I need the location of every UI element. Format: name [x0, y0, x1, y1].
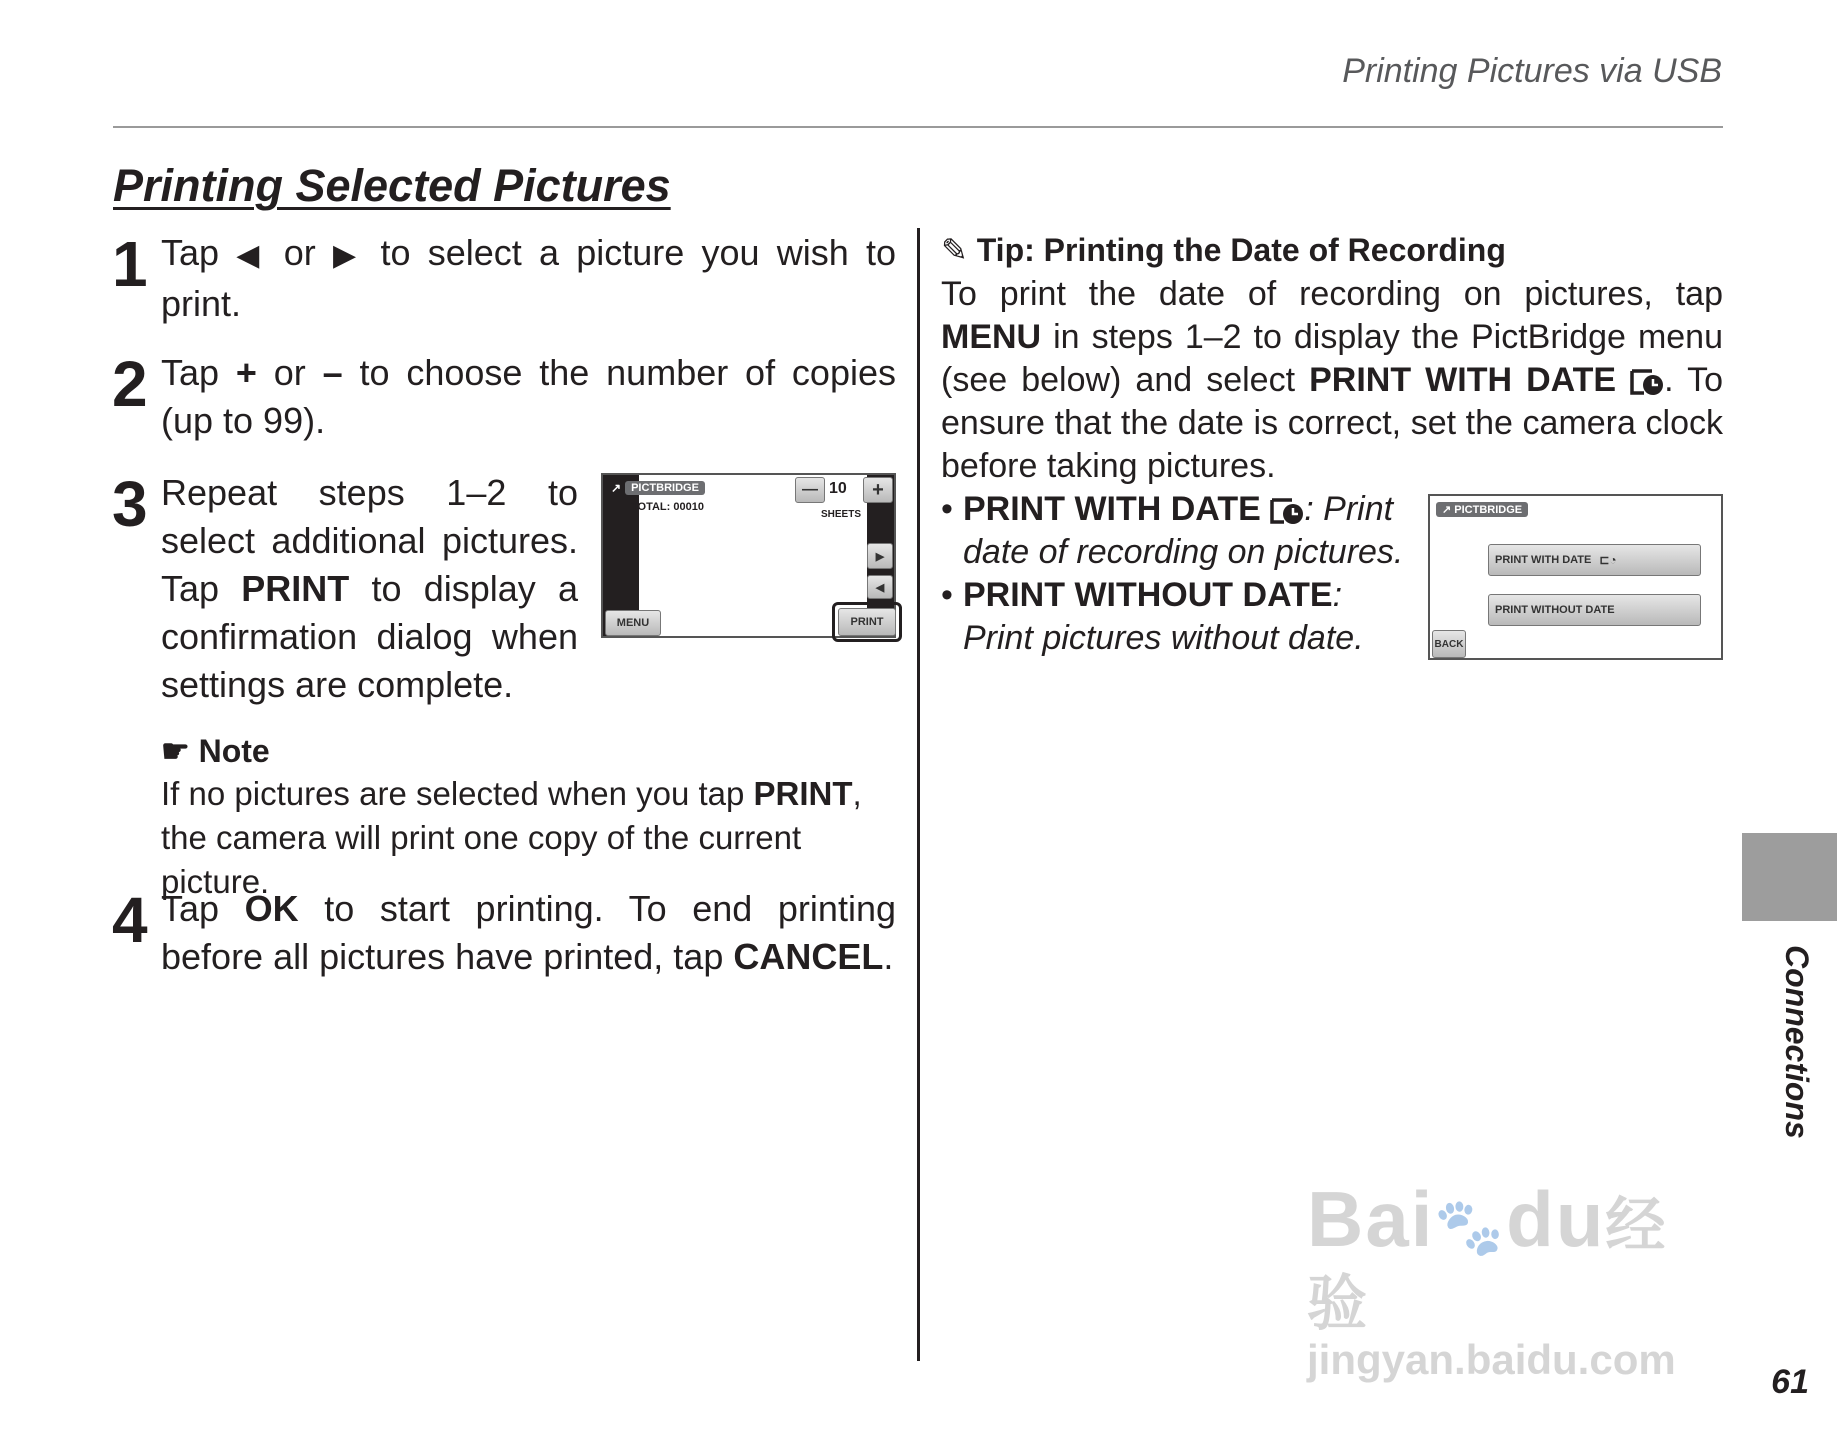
- bullet-keyword: PRINT WITHOUT DATE: [963, 576, 1333, 614]
- pictbridge-label-text: PICTBRIDGE: [1454, 504, 1523, 516]
- step-3-part1: Repeat steps 1–2 to select additional pictures. Tap: [161, 472, 578, 609]
- step-2-or: or: [273, 352, 306, 393]
- note-heading-text: Note: [198, 733, 270, 769]
- header-rule: [113, 126, 1723, 128]
- note-part2: , the camera will print one copy of the current picture.: [161, 775, 862, 900]
- watermark-url: jingyan.baidu.com: [1307, 1336, 1676, 1383]
- step-1-rest: to select a picture you wish to print.: [161, 232, 896, 324]
- decrement-button[interactable]: —: [795, 477, 825, 503]
- tip-heading-text: Tip: Printing the Date of Recording: [976, 232, 1506, 268]
- tip-part1: To print the date of recording on pictures, tap: [941, 275, 1723, 313]
- step-4-ok-keyword: OK: [244, 888, 299, 929]
- total-count: TOTAL: 00010: [631, 501, 704, 513]
- print-with-date-option[interactable]: [1488, 544, 1701, 576]
- menu-button[interactable]: MENU: [605, 610, 661, 636]
- note-print-keyword: PRINT: [753, 775, 853, 812]
- pictbridge-badge: [1436, 502, 1528, 517]
- pictbridge-label: PICTBRIDGE: [625, 481, 705, 495]
- step-3-print-keyword: PRINT: [241, 568, 350, 609]
- step-2-tap: Tap: [161, 352, 220, 393]
- print-button[interactable]: PRINT: [838, 608, 896, 636]
- pointing-hand-icon: ☛: [161, 733, 190, 769]
- paw-icon: 🐾: [1434, 1195, 1507, 1258]
- step-4-cancel-keyword: CANCEL: [733, 936, 884, 977]
- step-4-period: .: [883, 936, 894, 977]
- watermark-bai: Bai: [1307, 1175, 1435, 1263]
- section-title: Printing Selected Pictures: [113, 160, 671, 211]
- increment-button[interactable]: +: [863, 477, 893, 503]
- baidu-watermark: [1307, 1175, 1727, 1383]
- pictbridge-logo-icon: ↗: [611, 481, 622, 495]
- step-number-4: 4: [112, 884, 148, 956]
- step-4-part2: to start printing. To end printing before all pictures have printed, tap: [161, 888, 896, 977]
- step-4-text: [161, 885, 896, 981]
- step-2-text: [161, 349, 896, 445]
- tip-print-with-date-keyword: PRINT WITH DATE: [1309, 361, 1617, 399]
- watermark-du: du: [1506, 1175, 1606, 1263]
- note-part1: If no pictures are selected when you tap: [161, 775, 745, 812]
- pictbridge-badge: [611, 481, 705, 495]
- note-heading: [161, 732, 270, 770]
- play-left-icon: ◀: [875, 581, 885, 594]
- step-number-2: 2: [112, 348, 148, 420]
- sheets-label: SHEETS: [821, 509, 862, 520]
- plus-symbol: +: [235, 352, 257, 393]
- step-3-text: [161, 469, 578, 709]
- step-4-tap: Tap: [161, 888, 220, 929]
- column-divider: [917, 228, 920, 1361]
- next-picture-button[interactable]: [867, 543, 893, 569]
- pictbridge-print-screen: [601, 473, 896, 638]
- step-1-text: [161, 229, 896, 328]
- tip-body: [941, 273, 1723, 488]
- previous-picture-button[interactable]: [867, 575, 893, 599]
- bullet-description: : Print pictures without date.: [963, 576, 1364, 657]
- bullet-description: : Print date of recording on pictures.: [963, 490, 1404, 571]
- back-button[interactable]: BACK: [1432, 630, 1466, 658]
- clock-icon: [1630, 368, 1664, 396]
- step-1-tap: Tap: [161, 232, 220, 273]
- clock-icon: [1270, 497, 1304, 525]
- step-number-3: 3: [112, 468, 148, 540]
- running-header: Printing Pictures via USB: [1342, 52, 1722, 90]
- print-without-date-option[interactable]: PRINT WITHOUT DATE: [1488, 594, 1701, 626]
- tip-part3: . To ensure that the date is correct, set the camera clock before taking pictures.: [941, 361, 1723, 485]
- step-number-1: 1: [112, 228, 148, 300]
- step-1-or: or: [283, 232, 316, 273]
- tip-heading: [941, 231, 1506, 269]
- bullet-item: [941, 574, 1411, 660]
- pictbridge-logo-icon: ↗: [1442, 504, 1455, 516]
- tip-menu-keyword: MENU: [941, 318, 1042, 356]
- step-2-rest: to choose the number of copies (up to 99).: [161, 352, 896, 441]
- right-arrow-icon: ▶: [333, 239, 364, 272]
- watermark-cn: 经验: [1307, 1192, 1668, 1337]
- chapter-label: Connections: [1779, 945, 1815, 1139]
- option-label: PRINT WITH DATE: [1495, 554, 1592, 566]
- page-number: 61: [1771, 1363, 1809, 1401]
- play-right-icon: ▶: [875, 550, 885, 563]
- step-3-part2: to display a confirmation dialog when settings are complete.: [161, 568, 578, 705]
- tip-bullet-list: [941, 488, 1411, 660]
- chapter-tab: [1742, 833, 1837, 921]
- pictbridge-label: [1436, 502, 1528, 517]
- bullet-keyword: PRINT WITH DATE: [963, 490, 1261, 528]
- copies-count: 10: [829, 480, 847, 497]
- minus-symbol: –: [322, 352, 343, 393]
- pictbridge-menu-screen: [1428, 494, 1723, 660]
- clock-icon: ⊏◔: [1599, 553, 1617, 567]
- tip-part2: in steps 1–2 to display the PictBridge menu (see below) and select: [941, 318, 1723, 399]
- left-arrow-icon: ◀: [236, 239, 267, 272]
- bullet-item: [941, 488, 1411, 574]
- tip-icon: ✎: [941, 232, 968, 268]
